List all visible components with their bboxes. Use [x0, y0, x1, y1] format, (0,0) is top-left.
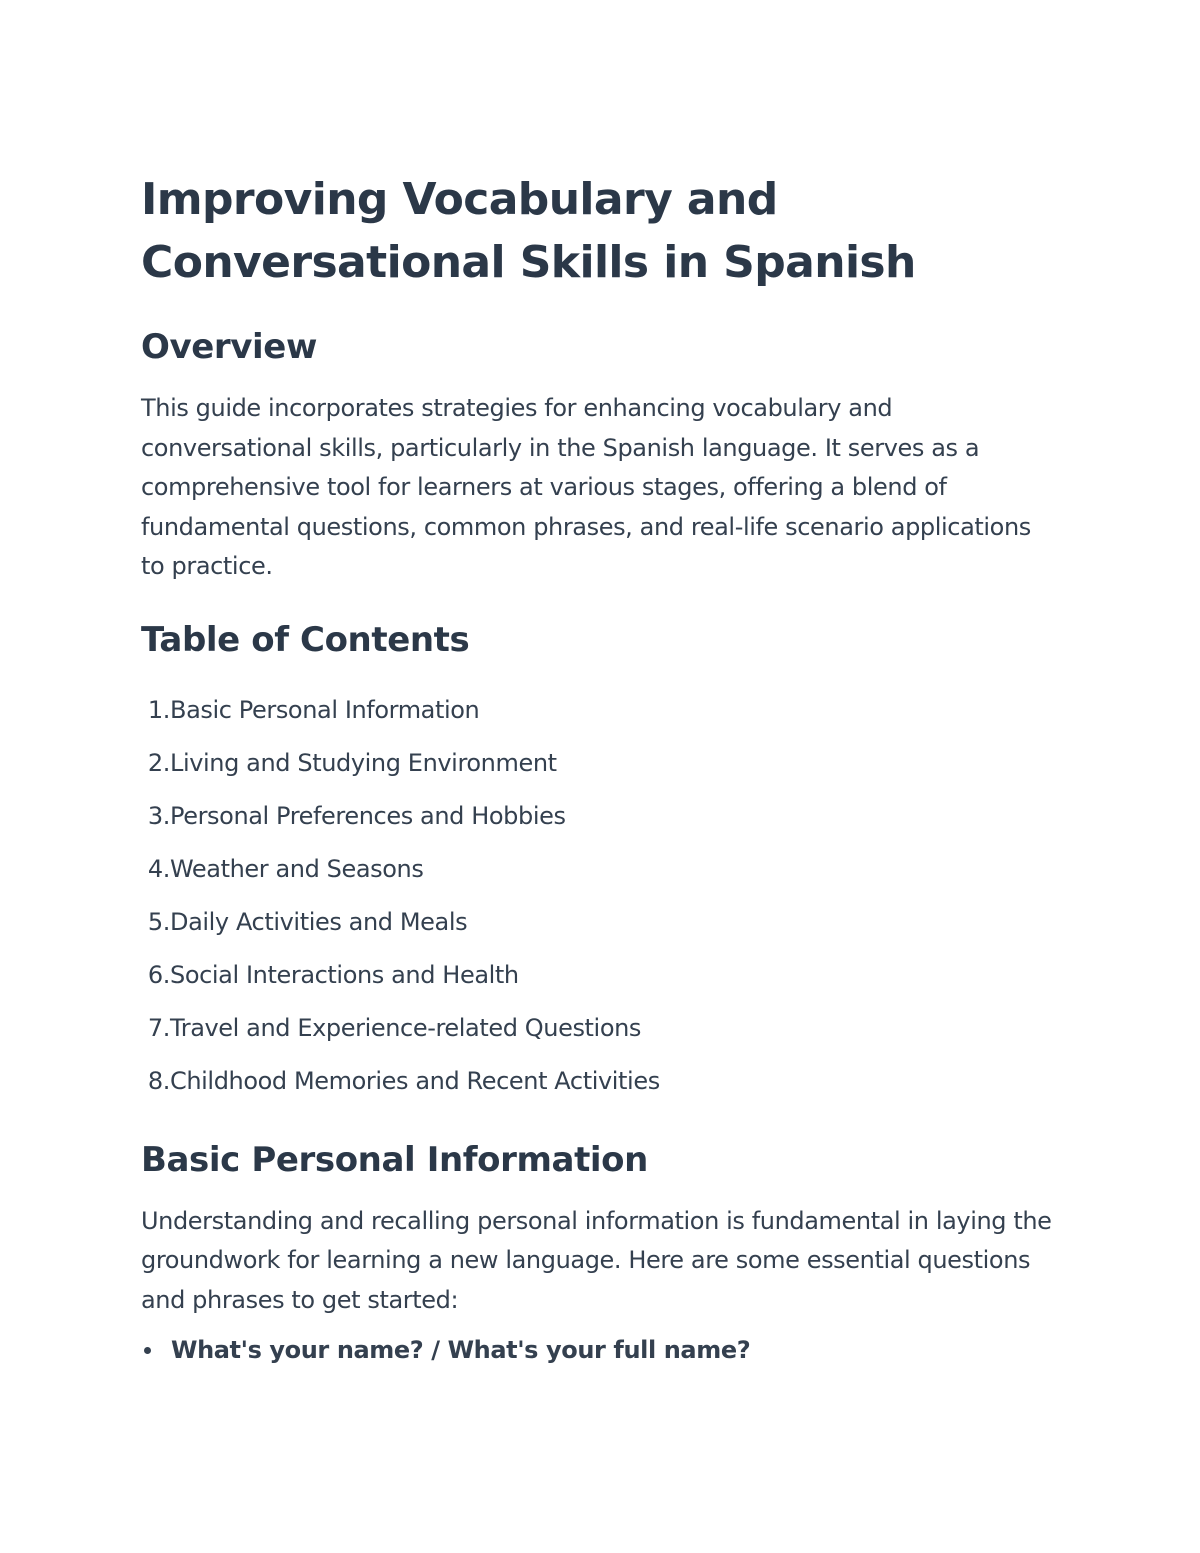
toc-item-label: Basic Personal Information — [170, 695, 480, 724]
basic-info-bullet-list — [141, 1330, 1061, 1370]
overview-heading: Overview — [141, 327, 317, 367]
bullet-dot-icon — [144, 1347, 151, 1354]
toc-item-number: 3. — [147, 801, 170, 830]
toc-item-number: 5. — [147, 907, 170, 936]
toc-item-daily-activities — [141, 896, 1061, 949]
toc-item-label: Weather and Seasons — [170, 854, 424, 883]
basic-info-heading: Basic Personal Information — [141, 1139, 648, 1180]
toc-item-number: 6. — [147, 960, 170, 989]
toc-item-social-health — [141, 949, 1061, 1002]
toc-item-label: Daily Activities and Meals — [170, 907, 468, 936]
toc-item-label: Childhood Memories and Recent Activities — [170, 1066, 660, 1095]
bullet-item — [141, 1330, 1061, 1370]
toc-item-number: 7. — [147, 1013, 170, 1042]
document-page — [141, 168, 1061, 1370]
toc-item-label: Travel and Experience-related Questions — [170, 1013, 642, 1042]
document-title: Improving Vocabulary and Conversational Skills in Spanish — [141, 174, 916, 288]
toc-item-label: Social Interactions and Health — [170, 960, 519, 989]
toc-heading: Table of Contents — [141, 619, 470, 660]
toc-item-label: Living and Studying Environment — [170, 748, 557, 777]
overview-paragraph: This guide incorporates strategies for enhancing vocabulary and conversational skills, particularly in the Spanish language. It serves as a comprehensive tool for learners at various stages, offering a blend of fundamental questions, common phrases, and real-life scenario applications to practice. — [141, 394, 1031, 580]
toc-item-number: 4. — [147, 854, 170, 883]
basic-info-paragraph: Understanding and recalling personal information is fundamental in laying the groundwork for learning a new language. Here are some essential questions and phrases to get started: — [141, 1206, 1052, 1314]
toc-item-label: Personal Preferences and Hobbies — [170, 801, 566, 830]
table-of-contents — [141, 684, 1061, 1108]
toc-item-childhood-memories — [141, 1055, 1061, 1108]
toc-item-travel-experience — [141, 1002, 1061, 1055]
toc-item-number: 2. — [147, 748, 170, 777]
toc-item-number: 8. — [147, 1066, 170, 1095]
bullet-item-text: What's your name? / What's your full name? — [171, 1336, 751, 1364]
toc-item-weather-seasons — [141, 843, 1061, 896]
toc-item-preferences-hobbies — [141, 790, 1061, 843]
toc-item-number: 1. — [147, 695, 170, 724]
toc-item-living-studying — [141, 737, 1061, 790]
toc-item-basic-personal-information — [141, 684, 1061, 737]
